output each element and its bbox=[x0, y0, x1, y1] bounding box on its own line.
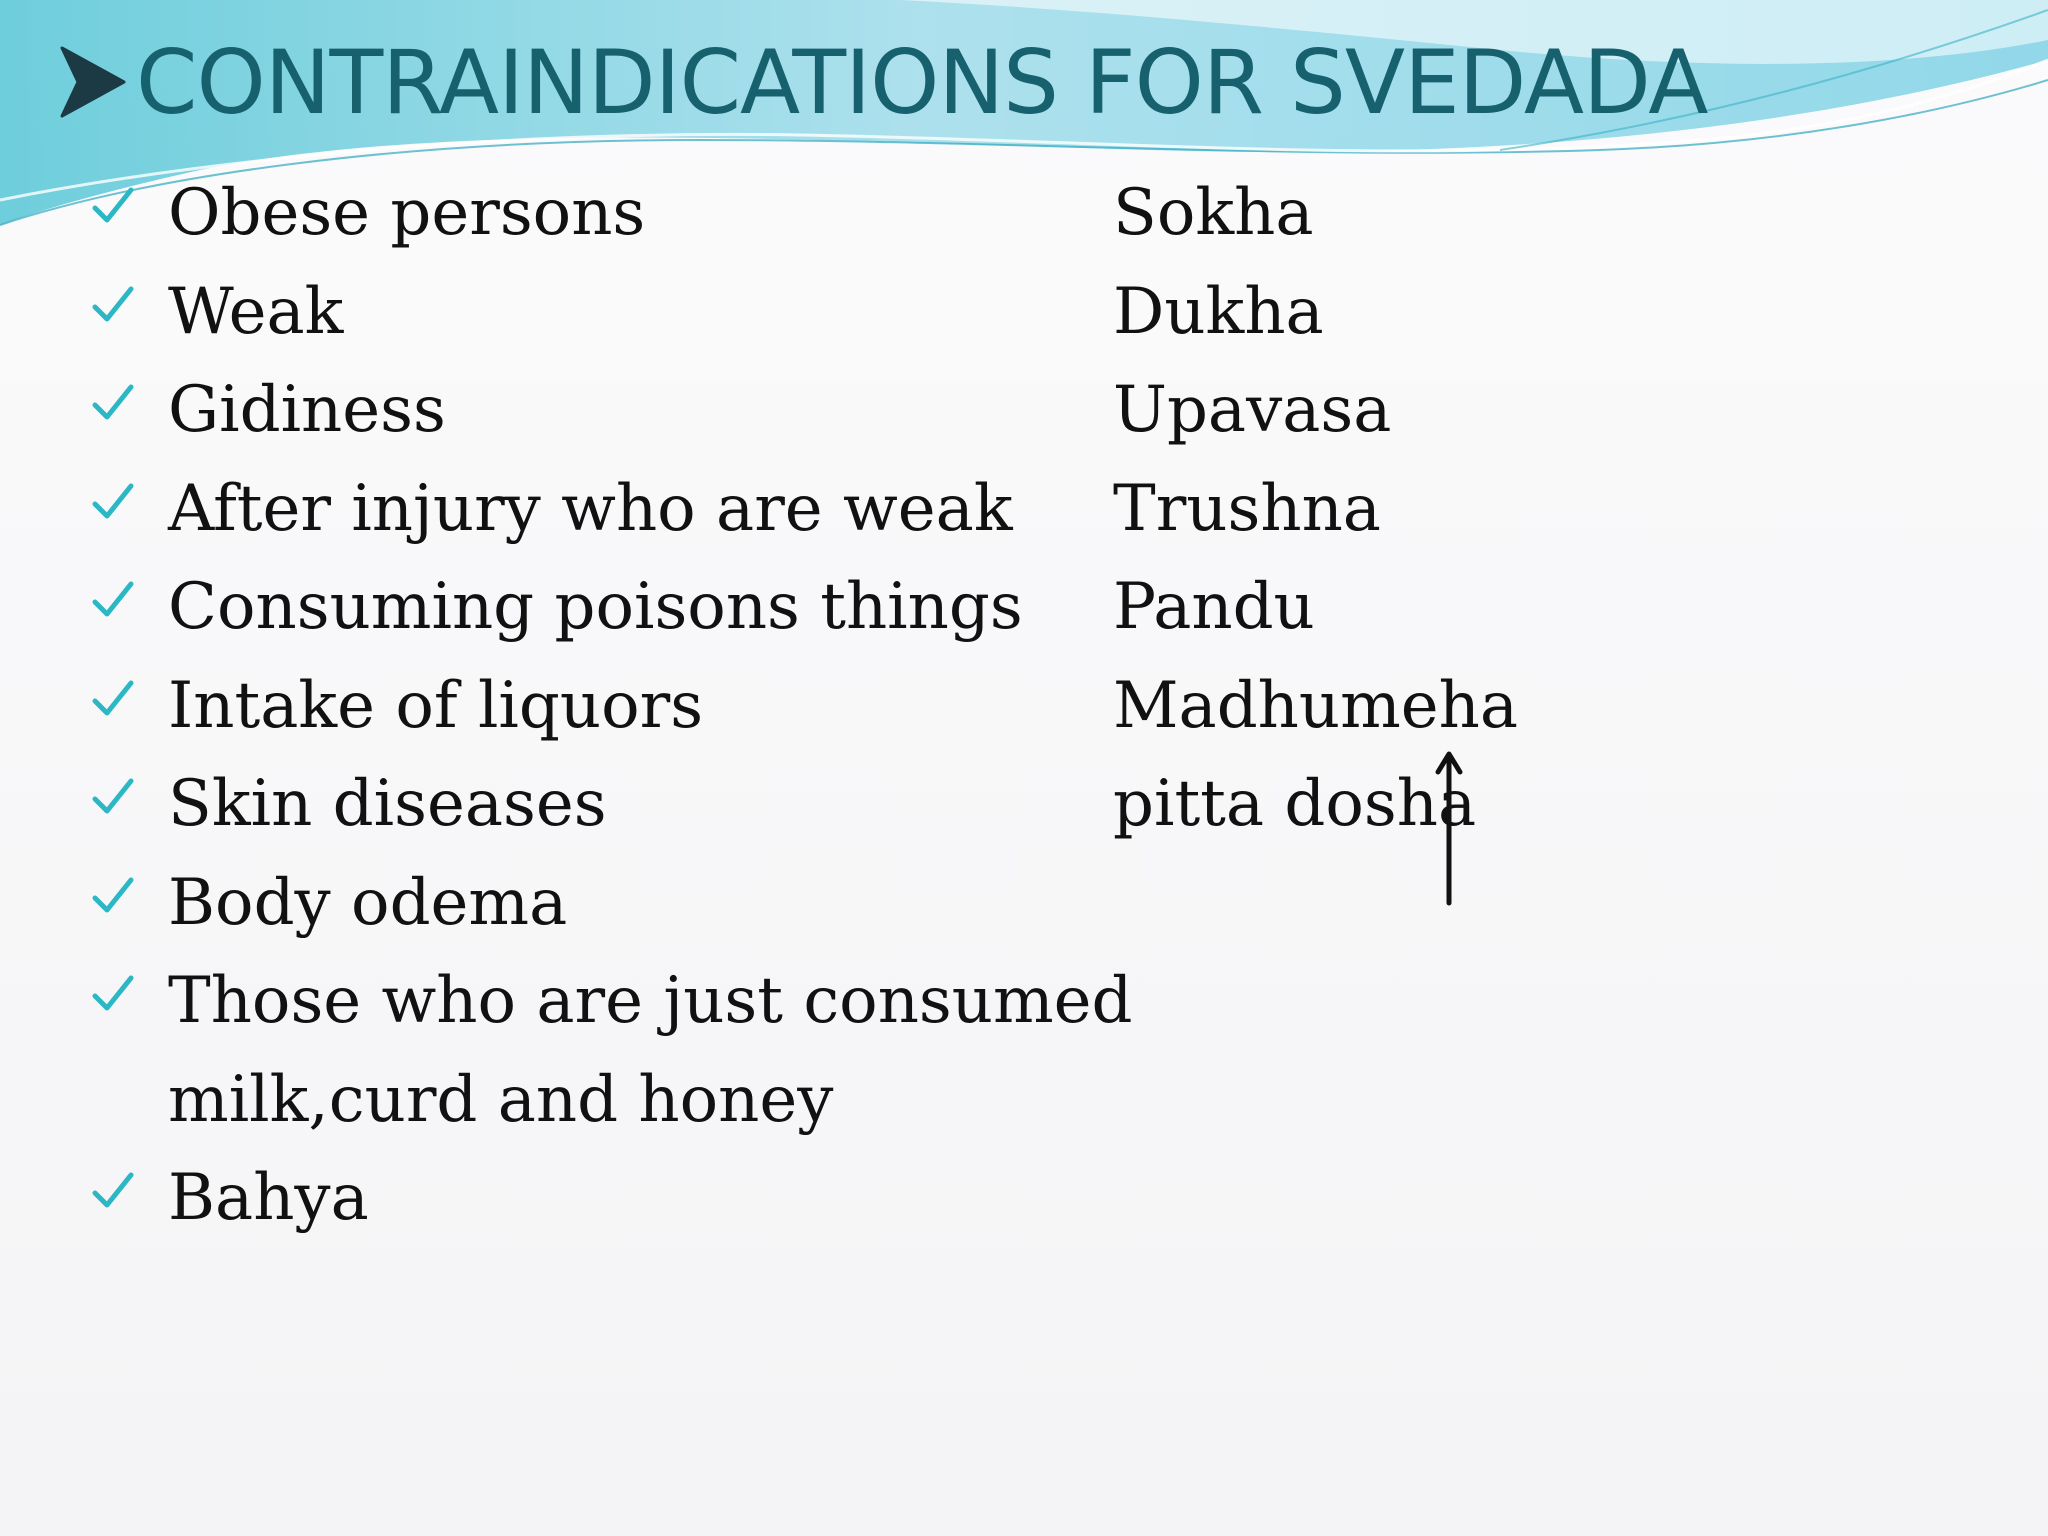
checkmark-icon bbox=[92, 777, 134, 817]
arrow-bullet-icon bbox=[58, 42, 130, 122]
list-item bbox=[88, 558, 1133, 657]
condition-item: Trushna bbox=[1113, 471, 1381, 546]
list-item-label: Consuming poisons things bbox=[168, 570, 1023, 644]
checkmark-icon bbox=[92, 876, 134, 916]
list-item-label: Skin diseases bbox=[168, 767, 607, 841]
checkmark-icon bbox=[92, 285, 134, 325]
list-item bbox=[88, 164, 1133, 263]
list-item-label: Obese persons bbox=[168, 176, 646, 250]
slide-title bbox=[58, 22, 1708, 142]
condition-item: pitta dosha bbox=[1113, 767, 1477, 841]
contraindications-list bbox=[88, 164, 1133, 1248]
up-arrow-icon bbox=[1434, 748, 1464, 908]
checkmark-icon bbox=[92, 1171, 134, 1211]
checkmark-icon bbox=[92, 186, 134, 226]
condition-item: Madhumeha bbox=[1113, 668, 1519, 743]
slide-title-text: CONTRAINDICATIONS FOR SVEDADA bbox=[136, 30, 1708, 134]
checkmark-icon bbox=[92, 974, 134, 1014]
condition-item: Sokha bbox=[1113, 176, 1314, 250]
list-item bbox=[88, 361, 1133, 460]
list-item-label: Body odema bbox=[168, 865, 568, 940]
list-item bbox=[88, 263, 1133, 362]
checkmark-icon bbox=[92, 679, 134, 719]
list-item bbox=[88, 1149, 1133, 1248]
condition-item: Upavasa bbox=[1113, 373, 1392, 447]
condition-item: Pandu bbox=[1113, 570, 1315, 644]
list-item-label: Weak bbox=[168, 274, 344, 349]
list-item-continuation: milk,curd and honey bbox=[168, 1062, 834, 1137]
condition-item: Dukha bbox=[1113, 274, 1324, 349]
checkmark-icon bbox=[92, 580, 134, 620]
checkmark-icon bbox=[92, 383, 134, 423]
list-item-label: After injury who are weak bbox=[168, 471, 1013, 546]
list-item-label: Gidiness bbox=[168, 373, 446, 447]
list-item bbox=[88, 755, 1133, 854]
list-item bbox=[88, 854, 1133, 953]
list-item-label: Bahya bbox=[168, 1161, 369, 1235]
list-item-label: Intake of liquors bbox=[168, 668, 704, 743]
list-item bbox=[88, 460, 1133, 559]
list-item bbox=[88, 952, 1133, 1149]
list-item-label: Those who are just consumed bbox=[168, 964, 1133, 1038]
list-item bbox=[88, 657, 1133, 756]
checkmark-icon bbox=[92, 482, 134, 522]
